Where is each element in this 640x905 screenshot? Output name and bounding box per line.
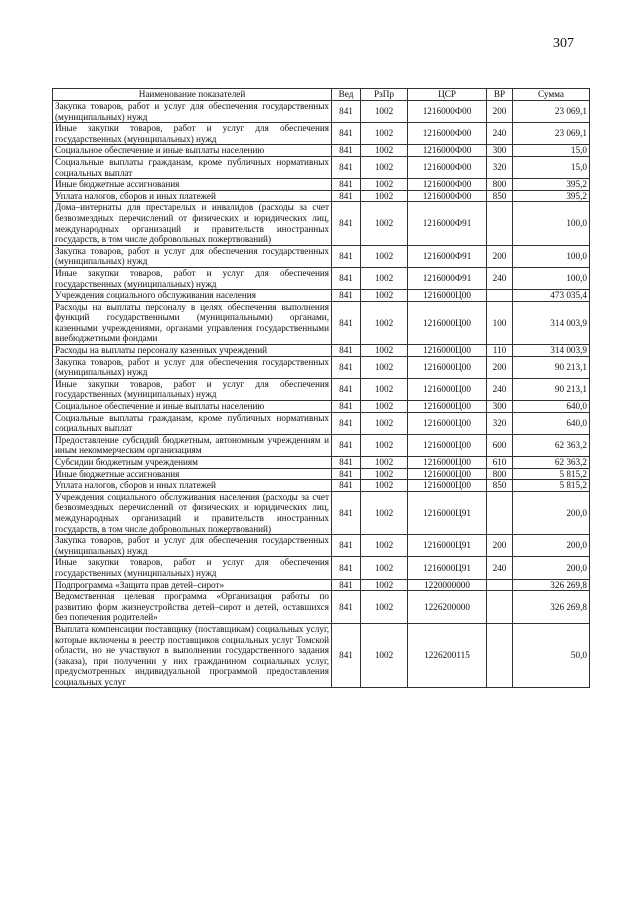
row-rzpr: 1002 [361,290,408,302]
row-csr: 1216000Ф91 [408,202,487,245]
row-ved: 841 [332,202,361,245]
row-ved: 841 [332,179,361,191]
table-row [53,345,590,357]
row-ved: 841 [332,434,361,456]
row-vr: 240 [487,267,513,289]
table-row [53,156,590,178]
row-sum: 200,0 [513,491,590,534]
row-sum: 90 213,1 [513,356,590,378]
row-name: Закупка товаров, работ и услуг для обеспечения государственных (муниципальных) нужд [53,245,332,267]
row-rzpr: 1002 [361,101,408,123]
row-ved: 841 [332,145,361,157]
row-name: Иные закупки товаров, работ и услуг для обеспечения государственных (муниципальных) нужд [53,378,332,400]
row-name: Иные закупки товаров, работ и услуг для обеспечения государственных (муниципальных) нужд [53,557,332,579]
row-rzpr: 1002 [361,301,408,344]
budget-table [52,88,590,688]
header-ved: Вед [332,89,361,101]
row-sum: 326 269,8 [513,579,590,591]
table-row [53,202,590,245]
table-row [53,535,590,557]
row-rzpr: 1002 [361,156,408,178]
row-rzpr: 1002 [361,123,408,145]
row-rzpr: 1002 [361,378,408,400]
row-rzpr: 1002 [361,480,408,492]
row-name: Иные бюджетные ассигнования [53,468,332,480]
row-name: Закупка товаров, работ и услуг для обеспечения государственных (муниципальных) нужд [53,535,332,557]
row-sum: 314 003,9 [513,301,590,344]
table-row [53,290,590,302]
row-ved: 841 [332,401,361,413]
row-sum: 50,0 [513,623,590,688]
row-rzpr: 1002 [361,245,408,267]
row-rzpr: 1002 [361,401,408,413]
row-rzpr: 1002 [361,412,408,434]
table-row [53,190,590,202]
row-vr: 200 [487,245,513,267]
row-vr [487,623,513,688]
table-row [53,179,590,191]
table-row [53,378,590,400]
row-ved: 841 [332,378,361,400]
table-row [53,267,590,289]
row-name: Субсидии бюджетным учреждениям [53,457,332,469]
row-sum: 314 003,9 [513,345,590,357]
row-csr: 1216000Ф00 [408,156,487,178]
row-vr: 200 [487,101,513,123]
row-sum: 326 269,8 [513,591,590,624]
row-vr: 240 [487,378,513,400]
row-ved: 841 [332,623,361,688]
header-sum: Сумма [513,89,590,101]
row-csr: 1216000Ц00 [408,480,487,492]
row-csr: 1216000Ц00 [408,412,487,434]
row-ved: 841 [332,457,361,469]
row-vr: 610 [487,457,513,469]
table-body [53,101,590,688]
row-ved: 841 [332,156,361,178]
row-sum: 473 035,4 [513,290,590,302]
row-vr: 800 [487,468,513,480]
row-vr: 200 [487,535,513,557]
row-sum: 100,0 [513,202,590,245]
row-vr: 300 [487,145,513,157]
row-name: Подпрограмма «Защита прав детей–сирот» [53,579,332,591]
row-ved: 841 [332,290,361,302]
row-vr: 200 [487,356,513,378]
header-vr: ВР [487,89,513,101]
row-csr: 1216000Ф00 [408,101,487,123]
row-sum: 23 069,1 [513,123,590,145]
row-sum: 640,0 [513,401,590,413]
row-name: Дома–интернаты для престарелых и инвалидов (расходы за счет безвозмездных перечислений от физических и юридических лиц, международных организаций и правительств иностранных государств, в том числе добровольных пожертвований) [53,202,332,245]
row-sum: 5 815,2 [513,480,590,492]
page-number: 307 [553,36,574,51]
row-name: Уплата налогов, сборов и иных платежей [53,190,332,202]
row-sum: 15,0 [513,156,590,178]
row-csr: 1216000Ц91 [408,557,487,579]
table-row [53,468,590,480]
row-vr [487,491,513,534]
row-name: Выплата компенсации поставщику (поставщикам) социальных услуг, которые включены в реестр поставщиков социальных услуг Томской области, но не участвуют в выполнении государственного задания (заказа), при получении у них гражданином социальных услуг, предусмотренных индивидуальной программой предоставления социальных услуг [53,623,332,688]
row-vr: 240 [487,123,513,145]
table-row [53,491,590,534]
row-vr: 800 [487,179,513,191]
row-rzpr: 1002 [361,356,408,378]
table-row [53,401,590,413]
row-csr: 1226200000 [408,591,487,624]
row-vr: 850 [487,480,513,492]
row-rzpr: 1002 [361,267,408,289]
row-name: Ведомственная целевая программа «Организация работы по развитию форм жизнеустройства детей–сирот и детей, оставшихся без попечения родителей» [53,591,332,624]
row-csr: 1216000Ф00 [408,145,487,157]
row-ved: 841 [332,356,361,378]
row-sum: 90 213,1 [513,378,590,400]
row-vr [487,202,513,245]
row-csr: 1216000Ц00 [408,290,487,302]
row-name: Социальные выплаты гражданам, кроме публичных нормативных социальных выплат [53,156,332,178]
row-rzpr: 1002 [361,434,408,456]
row-name: Учреждения социального обслуживания населения (расходы за счет безвозмездных перечислений от физических и юридических лиц, международных организаций и правительств иностранных государств, в том числе добровольных пожертвований) [53,491,332,534]
table-row [53,623,590,688]
row-rzpr: 1002 [361,623,408,688]
row-rzpr: 1002 [361,535,408,557]
row-sum: 23 069,1 [513,101,590,123]
table-row [53,101,590,123]
row-ved: 841 [332,301,361,344]
row-csr: 1216000Ц00 [408,378,487,400]
row-vr: 110 [487,345,513,357]
row-vr: 320 [487,412,513,434]
table-row [53,245,590,267]
row-name: Иные закупки товаров, работ и услуг для обеспечения государственных (муниципальных) нужд [53,267,332,289]
table-row [53,480,590,492]
row-name: Иные закупки товаров, работ и услуг для обеспечения государственных (муниципальных) нужд [53,123,332,145]
row-name: Социальное обеспечение и иные выплаты населению [53,401,332,413]
row-vr: 100 [487,301,513,344]
row-name: Уплата налогов, сборов и иных платежей [53,480,332,492]
row-vr [487,290,513,302]
row-name: Закупка товаров, работ и услуг для обеспечения государственных (муниципальных) нужд [53,356,332,378]
row-ved: 841 [332,101,361,123]
table-row [53,434,590,456]
row-ved: 841 [332,267,361,289]
row-ved: 841 [332,345,361,357]
row-csr: 1216000Ц00 [408,301,487,344]
row-name: Социальные выплаты гражданам, кроме публичных нормативных социальных выплат [53,412,332,434]
row-sum: 640,0 [513,412,590,434]
row-rzpr: 1002 [361,345,408,357]
row-rzpr: 1002 [361,591,408,624]
row-csr: 1216000Ц00 [408,345,487,357]
row-sum: 62 363,2 [513,457,590,469]
row-ved: 841 [332,190,361,202]
row-ved: 841 [332,480,361,492]
row-csr: 1226200115 [408,623,487,688]
row-rzpr: 1002 [361,468,408,480]
row-sum: 200,0 [513,535,590,557]
row-vr: 600 [487,434,513,456]
row-rzpr: 1002 [361,491,408,534]
row-vr: 240 [487,557,513,579]
row-csr: 1216000Ц00 [408,434,487,456]
row-name: Предоставление субсидий бюджетным, автономным учреждениям и иным некоммерческим организациям [53,434,332,456]
row-sum: 5 815,2 [513,468,590,480]
table-row [53,557,590,579]
table-header-row [53,89,590,101]
row-ved: 841 [332,557,361,579]
row-vr: 320 [487,156,513,178]
row-sum: 200,0 [513,557,590,579]
row-csr: 1220000000 [408,579,487,591]
row-vr [487,591,513,624]
row-csr: 1216000Ф00 [408,123,487,145]
header-csr: ЦСР [408,89,487,101]
row-ved: 841 [332,245,361,267]
table-row [53,356,590,378]
table-row [53,457,590,469]
row-csr: 1216000Ц91 [408,491,487,534]
row-ved: 841 [332,123,361,145]
row-sum: 62 363,2 [513,434,590,456]
row-ved: 841 [332,591,361,624]
row-csr: 1216000Ц91 [408,535,487,557]
table-row [53,301,590,344]
row-rzpr: 1002 [361,202,408,245]
row-vr: 850 [487,190,513,202]
row-name: Расходы на выплаты персоналу казенных учреждений [53,345,332,357]
row-ved: 841 [332,468,361,480]
row-sum: 100,0 [513,267,590,289]
table-row [53,145,590,157]
header-name: Наименование показателей [53,89,332,101]
row-sum: 15,0 [513,145,590,157]
row-ved: 841 [332,491,361,534]
row-rzpr: 1002 [361,579,408,591]
row-csr: 1216000Ф91 [408,245,487,267]
row-name: Расходы на выплаты персоналу в целях обеспечения выполнения функций государственными (муниципальными) органами, казенными учреждениями, органами управления государственными внебюджетными фондами [53,301,332,344]
row-rzpr: 1002 [361,145,408,157]
row-vr: 300 [487,401,513,413]
table-row [53,123,590,145]
row-vr [487,579,513,591]
row-rzpr: 1002 [361,557,408,579]
row-ved: 841 [332,412,361,434]
row-ved: 841 [332,579,361,591]
row-sum: 100,0 [513,245,590,267]
row-rzpr: 1002 [361,190,408,202]
table-row [53,412,590,434]
row-rzpr: 1002 [361,179,408,191]
row-ved: 841 [332,535,361,557]
row-sum: 395,2 [513,190,590,202]
row-name: Закупка товаров, работ и услуг для обеспечения государственных (муниципальных) нужд [53,101,332,123]
header-rzpr: РзПр [361,89,408,101]
row-sum: 395,2 [513,179,590,191]
row-name: Социальное обеспечение и иные выплаты населению [53,145,332,157]
row-name: Иные бюджетные ассигнования [53,179,332,191]
row-csr: 1216000Ц00 [408,356,487,378]
row-csr: 1216000Ц00 [408,401,487,413]
row-rzpr: 1002 [361,457,408,469]
row-csr: 1216000Ф91 [408,267,487,289]
row-name: Учреждения социального обслуживания населения [53,290,332,302]
table-row [53,591,590,624]
row-csr: 1216000Ф00 [408,190,487,202]
table-row [53,579,590,591]
row-csr: 1216000Ф00 [408,179,487,191]
row-csr: 1216000Ц00 [408,468,487,480]
row-csr: 1216000Ц00 [408,457,487,469]
